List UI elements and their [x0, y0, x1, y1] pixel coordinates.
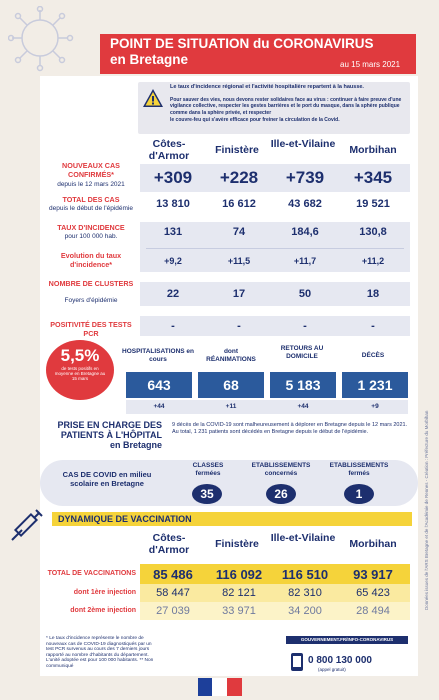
- value-nouveaux-morbihan: +345: [353, 168, 393, 187]
- col-header-ille-vilaine: Ille-et-Vilaine: [270, 138, 336, 150]
- value-nouveaux-ille-vilaine: +739: [285, 168, 325, 187]
- value-evolution-finistere: +11,5: [227, 256, 251, 266]
- vac-total-cotes-armor: 85 486: [153, 567, 193, 582]
- warning-headline: Le taux d'incidence régional et l'activité hospitalière repartent à la hausse.: [170, 84, 364, 90]
- hospital-section-title: PRISE EN CHARGE DES PATIENTS À L'HÔPITAL en Bretagne: [57, 420, 162, 450]
- vac-total-ille-vilaine: 116 510: [281, 567, 329, 582]
- value-total-morbihan: 19 521: [356, 198, 390, 210]
- value-clusters-morbihan: 18: [366, 288, 380, 300]
- report-date: au 15 mars 2021: [340, 60, 401, 69]
- vac-first-finistere: 82 121: [222, 587, 256, 599]
- row-sub-clusters: Foyers d'épidémie: [64, 297, 118, 304]
- value-clusters-cotes-armor: 22: [166, 288, 180, 300]
- hosp-header-hospitalisations: HOSPITALISATIONS en cours: [122, 348, 194, 363]
- phone-icon: [290, 652, 304, 672]
- vac-second-cotes-armor: 27 039: [156, 605, 190, 617]
- vac-label-second: dont 2ème injection: [70, 607, 136, 614]
- positivity-percent: 5,5%: [60, 346, 100, 365]
- value-evolution-ille-vilaine: +11,7: [293, 256, 317, 266]
- republique-francaise-logo: [198, 678, 242, 696]
- school-value-etab-concernes: 26: [266, 484, 296, 504]
- vac-first-ille-vilaine: 82 310: [288, 587, 322, 599]
- vac-label-total: TOTAL DE VACCINATIONS: [47, 570, 136, 577]
- school-value-etab-fermes: 1: [344, 484, 374, 504]
- hosp-delta-deces: +9: [371, 403, 379, 410]
- value-clusters-finistere: 17: [232, 288, 246, 300]
- hosp-delta-retours: +44: [297, 403, 309, 410]
- vac-col-ille-vilaine: Ille-et-Vilaine: [270, 532, 336, 544]
- value-incidence-ille-vilaine: 184,6: [291, 226, 319, 238]
- value-positivite-morbihan: -: [371, 320, 375, 332]
- row-label-incidence: TAUX D'INCIDENCE: [57, 223, 125, 232]
- gouv-link[interactable]: GOUVERNEMENT.FR/INFO-CORONAVIRUS: [286, 636, 408, 644]
- vac-total-morbihan: 93 917: [353, 567, 393, 582]
- positivity-caption: de tests positifs en moyenne en Bretagne au 15 mars: [54, 366, 106, 381]
- phone-number[interactable]: 0 800 130 000: [308, 655, 372, 666]
- row-sub-incidence: pour 100 000 hab.: [64, 233, 118, 240]
- vac-second-morbihan: 28 494: [356, 605, 390, 617]
- row-label-nouveaux: NOUVEAUX CAS CONFIRMÉS*: [62, 161, 120, 179]
- vac-total-finistere: 116 092: [215, 567, 263, 582]
- syringe-icon: [8, 504, 48, 544]
- divider: [146, 248, 404, 249]
- phone-note: (appel gratuit): [318, 667, 346, 672]
- value-incidence-finistere: 74: [232, 226, 246, 238]
- credit-text: Données issues de l'ARS Bretagne et de l'Académie de Rennes - Création : Préfecture du Morbihan: [424, 410, 429, 610]
- value-incidence-cotes-armor: 131: [163, 226, 183, 238]
- hosp-header-retours: RETOURS AU DOMICILE: [280, 345, 324, 360]
- value-clusters-ille-vilaine: 50: [298, 288, 312, 300]
- row-sub-nouveaux: depuis le 12 mars 2021: [57, 181, 125, 188]
- hosp-value-retours: 5 183: [270, 372, 336, 398]
- col-header-finistere: Finistère: [215, 144, 259, 156]
- hosp-header-reanimations: dont RÉANIMATIONS: [206, 348, 256, 363]
- vac-col-cotes-armor: Côtes-d'Armor: [148, 532, 190, 556]
- value-evolution-cotes-armor: +9,2: [164, 256, 182, 266]
- warning-text: Pour sauver des vies, nous devons rester solidaires face au virus : continuer à faire preuve d'une vigilance collective, respecter les gestes barrières et le port du masque, dans la sphère publique comme dans la sphère privée, et respecter: [170, 97, 402, 116]
- vac-label-first: dont 1ère injection: [73, 589, 136, 596]
- value-nouveaux-finistere: +228: [219, 168, 259, 187]
- vaccination-title: DYNAMIQUE DE VACCINATION: [58, 514, 192, 524]
- row-label-total: TOTAL DES CAS: [62, 195, 120, 204]
- value-evolution-morbihan: +11,2: [361, 256, 385, 266]
- vac-second-finistere: 33 971: [222, 605, 256, 617]
- hosp-header-deces: DÉCÈS: [361, 352, 385, 359]
- schools-title: CAS DE COVID en milieu scolaire en Bretagne: [62, 470, 152, 488]
- school-label-classes: CLASSES fermées: [192, 462, 224, 477]
- value-incidence-morbihan: 130,8: [359, 226, 387, 238]
- virus-icon: [8, 6, 78, 76]
- warning-icon: [142, 88, 164, 108]
- school-value-classes: 35: [192, 484, 222, 504]
- vac-first-morbihan: 65 423: [356, 587, 390, 599]
- school-label-etab-concernes: ETABLISSEMENTS concernés: [251, 462, 311, 477]
- vac-first-cotes-armor: 58 447: [156, 587, 190, 599]
- value-total-ille-vilaine: 43 682: [288, 198, 322, 210]
- page-subtitle: en Bretagne: [110, 52, 189, 67]
- value-total-finistere: 16 612: [222, 198, 256, 210]
- value-positivite-cotes-armor: -: [171, 320, 175, 332]
- value-positivite-ille-vilaine: -: [303, 320, 307, 332]
- hosp-value-hospitalisations: 643: [126, 372, 192, 398]
- col-header-morbihan: Morbihan: [349, 144, 397, 156]
- vac-col-finistere: Finistère: [215, 538, 259, 550]
- hosp-value-reanimations: 68: [198, 372, 264, 398]
- vac-second-ille-vilaine: 34 200: [288, 605, 322, 617]
- deces-explanation: 9 décès de la COVID-19 sont malheureusement à déplorer en Bretagne depuis le 12 mars 2021. Au total, 1 231 patients sont décédés en Bretagne depuis le début de l'épidémie.: [172, 422, 408, 435]
- value-nouveaux-cotes-armor: +309: [153, 168, 193, 187]
- row-label-clusters: NOMBRE DE CLUSTERS: [48, 279, 134, 288]
- hosp-delta-reanimations: +11: [225, 403, 237, 410]
- value-positivite-finistere: -: [237, 320, 241, 332]
- hosp-delta-hospitalisations: +44: [153, 403, 165, 410]
- value-total-cotes-armor: 13 810: [156, 198, 190, 210]
- row-label-positivite: POSITIVITÉ DES TESTS PCR: [50, 320, 132, 338]
- school-label-etab-fermes: ETABLISSEMENTS fermés: [329, 462, 389, 477]
- warning-text-end: le couvre-feu qui s'avère efficace pour freiner la circulation de la Covid.: [170, 117, 340, 123]
- col-header-cotes-armor: Côtes-d'Armor: [148, 138, 190, 162]
- footnote: * Le taux d'incidence représente le nombre de nouveaux cas de COVID-19 diagnostiqués par un test PCR survenus au cours des 7 derniers jours rapporté au nombre d'habitants du département. L'unité adoptée est pour 100 000 habitants. ** Non communiqué: [46, 636, 154, 669]
- hosp-value-deces: 1 231: [342, 372, 408, 398]
- row-sub-total: depuis le début de l'épidémie: [49, 205, 133, 212]
- page-title: POINT DE SITUATION du CORONAVIRUS: [110, 36, 374, 51]
- row-label-evolution: Evolution du taux d'incidence*: [60, 251, 122, 269]
- vac-col-morbihan: Morbihan: [349, 538, 397, 550]
